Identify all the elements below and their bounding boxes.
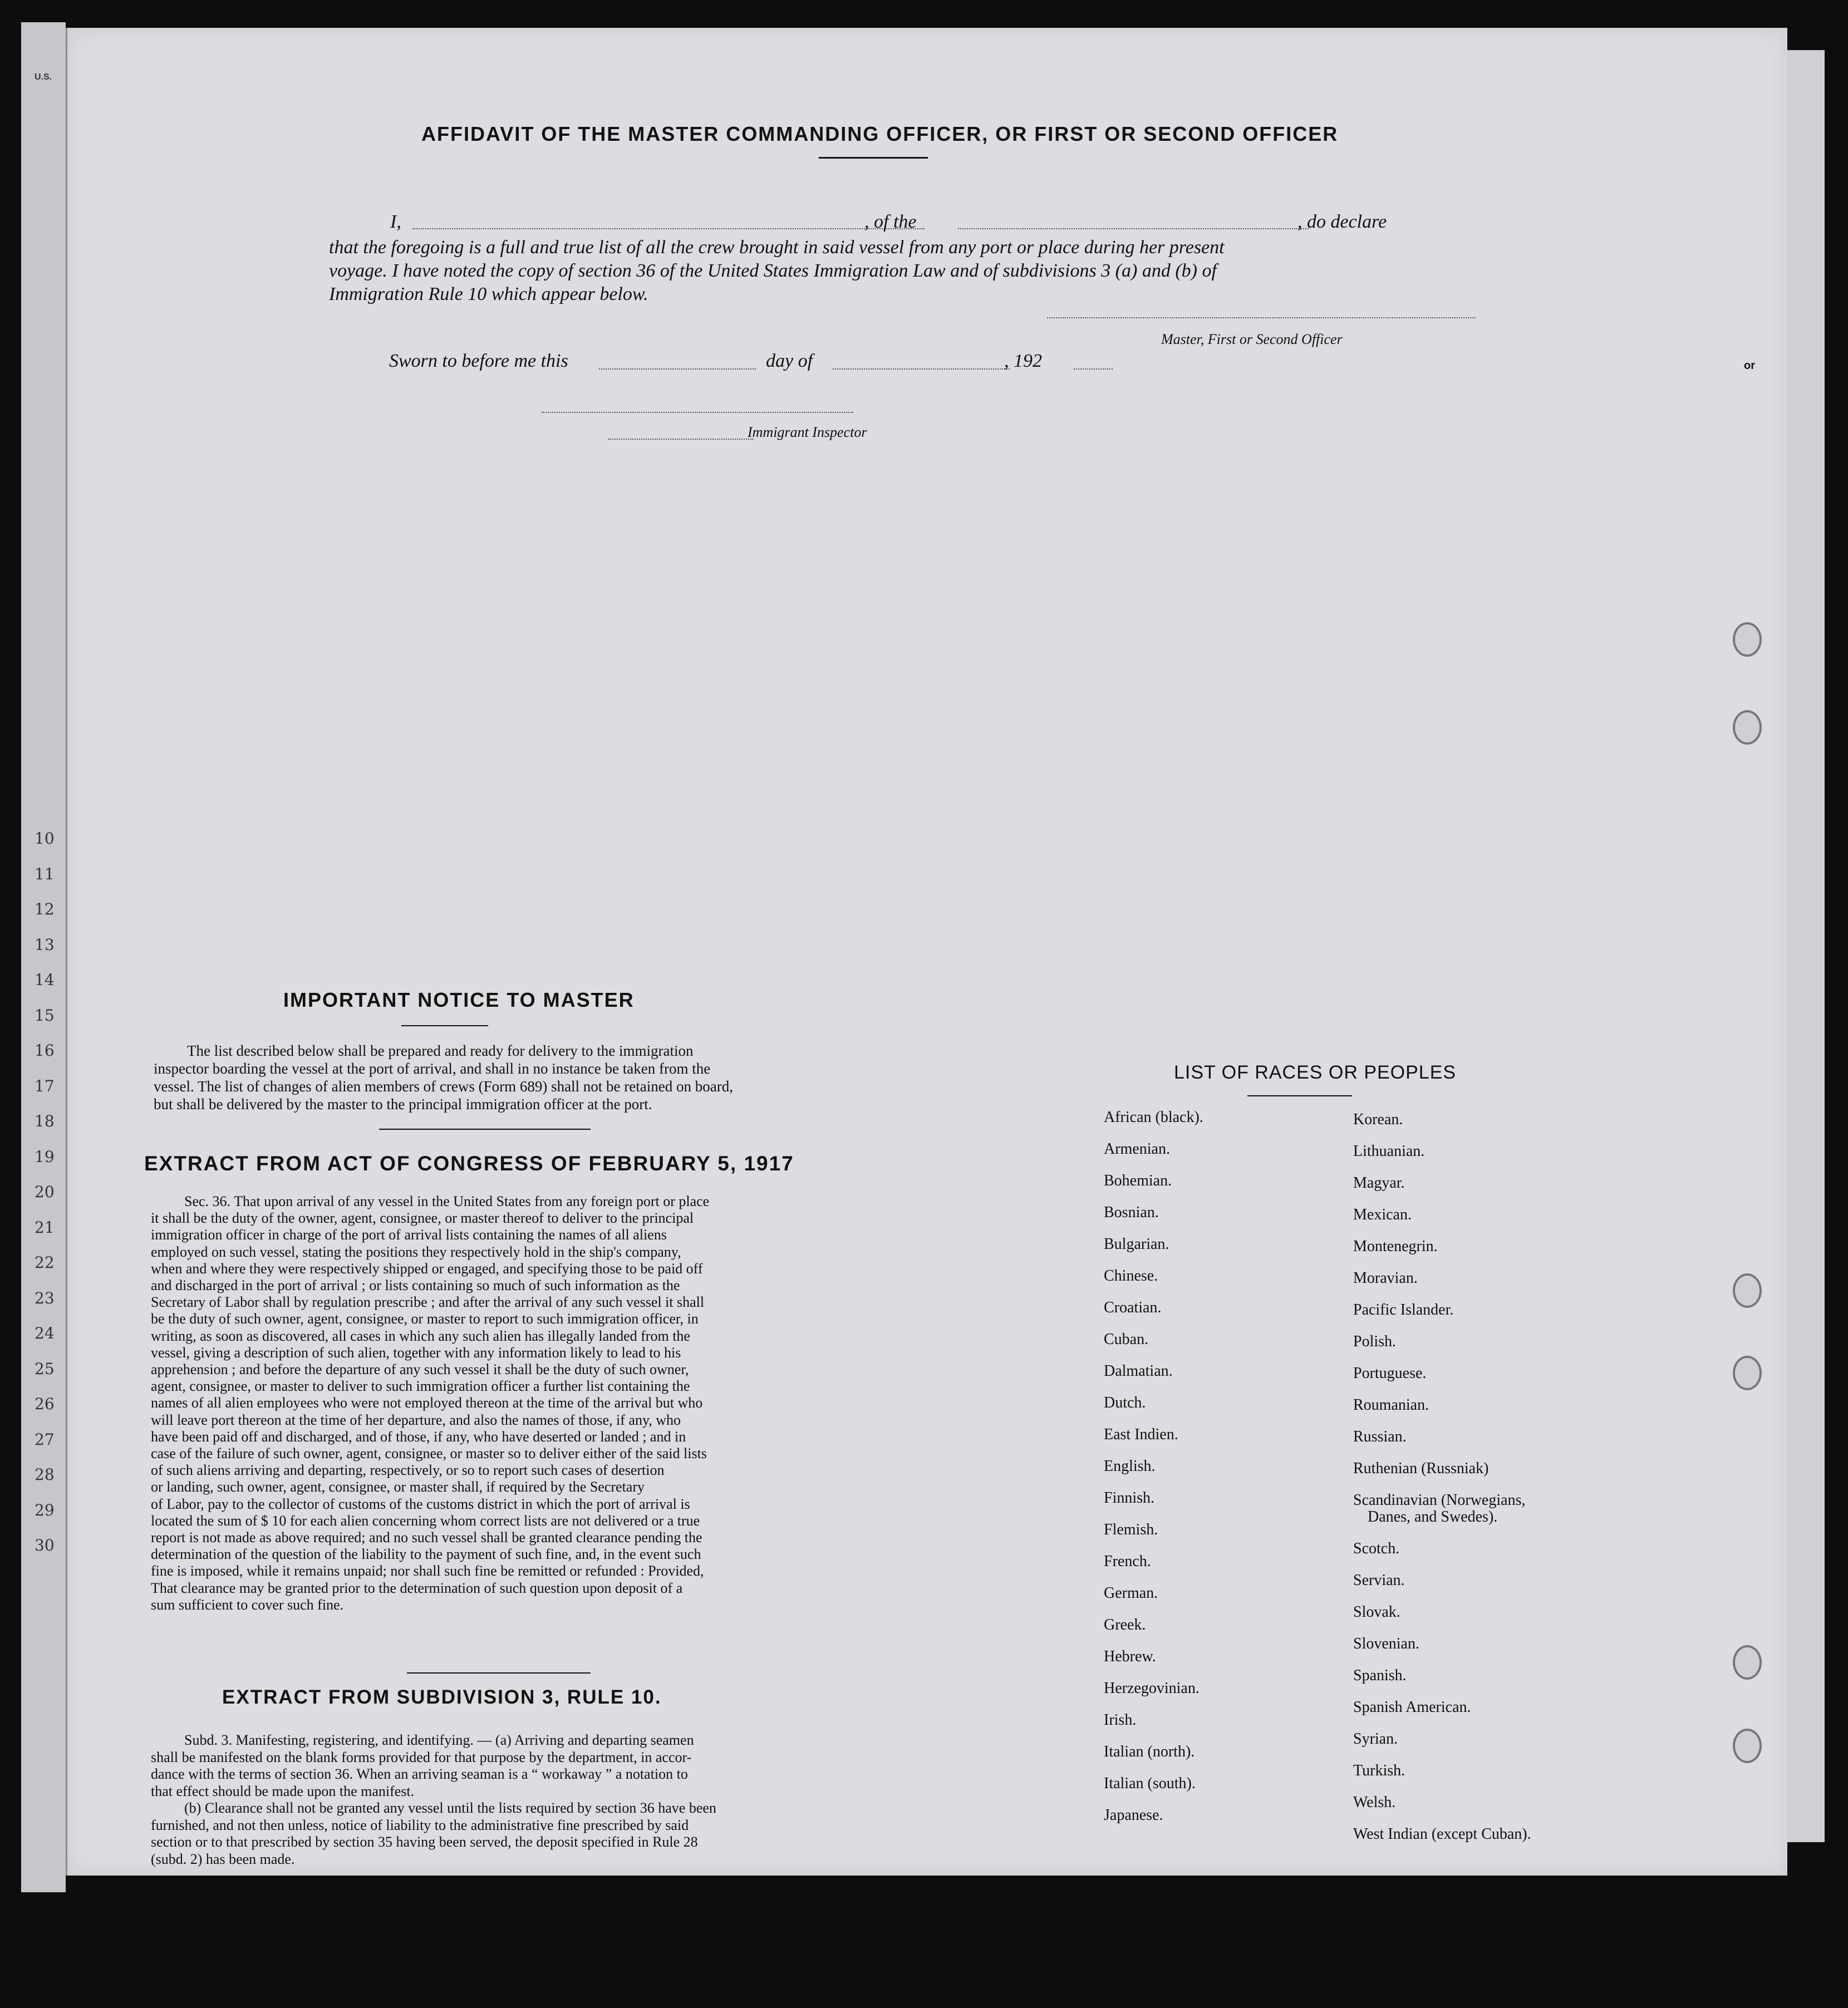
act-line: immigration officer in charge of the port of arrival lists containing the names of all aliens — [151, 1227, 667, 1243]
notice-underline — [401, 1025, 488, 1026]
act-line: be the duty of such owner, agent, consignee, or master to report to such immigration officer, in — [151, 1311, 699, 1327]
act-line: have been paid off and discharged, and of those, if any, who have deserted or landed ; and in — [151, 1428, 686, 1445]
act-line: That clearance may be granted prior to the determination of such question upon deposit of a — [151, 1579, 683, 1596]
punch-hole — [1733, 622, 1762, 657]
race-item: Armenian. — [1104, 1140, 1170, 1158]
act-line: writing, as soon as discovered, all cases in which any such alien has illegally landed from the — [151, 1327, 690, 1344]
race-item: Greek. — [1104, 1616, 1146, 1633]
races-title: LIST OF RACES OR PEOPLES — [1174, 1062, 1457, 1083]
act-line: report is not made as above required; and no such vessel shall be granted clearance pending the — [151, 1529, 702, 1546]
race-item: Croatian. — [1104, 1299, 1162, 1316]
left-row-number: 19 — [35, 1147, 55, 1166]
race-item: Moravian. — [1353, 1269, 1418, 1287]
act-line: agent, consignee, or master to deliver to such immigration officer a further list containing the — [151, 1378, 690, 1395]
affidavit-title: AFFIDAVIT OF THE MASTER COMMANDING OFFICER, OR FIRST OR SECOND OFFICER — [421, 122, 1339, 145]
act-line: or landing, such owner, agent, consignee, or master shall, if required by the Secretary — [151, 1479, 645, 1495]
race-item: Spanish. — [1353, 1667, 1407, 1684]
act-line: Sec. 36. That upon arrival of any vessel in the United States from any foreign port or place — [184, 1193, 710, 1209]
race-item: French. — [1104, 1553, 1151, 1570]
race-item: Turkish. — [1353, 1762, 1405, 1779]
race-item: Japanese. — [1104, 1807, 1163, 1824]
right-margin-mark: or — [1744, 360, 1755, 372]
race-item: Finnish. — [1104, 1489, 1155, 1507]
race-item: Bulgarian. — [1104, 1236, 1169, 1253]
race-item: Bosnian. — [1104, 1204, 1159, 1221]
act-line: apprehension ; and before the departure of any such vessel it shall be the duty of such owner, — [151, 1361, 689, 1378]
left-row-number: 26 — [35, 1395, 55, 1413]
race-item: English. — [1104, 1458, 1156, 1475]
race-item: West Indian (except Cuban). — [1353, 1825, 1531, 1843]
race-item: Magyar. — [1353, 1174, 1405, 1192]
race-item: East Indien. — [1104, 1426, 1178, 1443]
notice-line: but shall be delivered by the master to the principal immigration officer at the port. — [154, 1096, 652, 1113]
race-item: Spanish American. — [1353, 1699, 1471, 1716]
race-item: German. — [1104, 1584, 1158, 1602]
left-row-number: 27 — [35, 1430, 55, 1449]
act-divider — [407, 1672, 591, 1674]
races-underline — [1247, 1095, 1352, 1096]
punch-hole — [1733, 1273, 1762, 1308]
race-item: Cuban. — [1104, 1331, 1149, 1348]
notice-line: inspector boarding the vessel at the port of arrival, and shall in no instance be taken from the — [154, 1060, 711, 1077]
act-line: names of all alien employees who were not employed thereon at the time of the arrival but who — [151, 1395, 703, 1411]
statement-line-2: voyage. I have noted the copy of section 36 of the United States Immigration Law and of subdivisions 3 (a) and (b) of — [329, 260, 1217, 281]
left-row-number: 15 — [35, 1006, 55, 1025]
notice-line: The list described below shall be prepared and ready for delivery to the immigration — [187, 1042, 694, 1059]
race-item: Portuguese. — [1353, 1365, 1427, 1382]
race-item: Syrian. — [1353, 1730, 1398, 1748]
extract-rule-title: EXTRACT FROM SUBDIVISION 3, RULE 10. — [222, 1686, 662, 1708]
left-row-number: 29 — [35, 1500, 55, 1519]
left-row-number: 20 — [35, 1183, 55, 1201]
left-row-number: 22 — [35, 1253, 55, 1272]
left-binding-strip — [21, 22, 66, 1892]
left-row-number: 25 — [35, 1359, 55, 1378]
rule-line: (subd. 2) has been made. — [151, 1850, 295, 1867]
sworn-prefix: Sworn to before me this — [389, 351, 568, 371]
race-item: Pacific Islander. — [1353, 1301, 1454, 1318]
races-right-column — [1353, 1111, 1531, 1857]
act-line: of such aliens arriving and departing, respectively, or so to report such cases of desertion — [151, 1462, 665, 1479]
rule-line: dance with the terms of section 36. When an arriving seaman is a “ workaway ” a notation to — [151, 1766, 688, 1782]
sworn-day-of: day of — [766, 351, 813, 371]
statement-line-3: Immigration Rule 10 which appear below. — [329, 284, 648, 304]
rule-line: (b) Clearance shall not be granted any vessel until the lists required by section 36 have been — [184, 1800, 716, 1816]
left-row-number: 24 — [35, 1324, 55, 1342]
races-left-column — [1104, 1109, 1203, 1838]
act-line: and discharged in the port of arrival ; or lists containing so much of such information as the — [151, 1277, 680, 1294]
race-item: Montenegrin. — [1353, 1238, 1438, 1255]
sworn-month-blank — [833, 368, 1010, 370]
signature-blank — [1047, 317, 1476, 318]
declare-do-declare: , do declare — [1297, 211, 1387, 232]
act-line: of Labor, pay to the collector of customs of the customs district in which the port of arrival is — [151, 1495, 690, 1512]
rule-line: furnished, and not then unless, notice of liability to the administrative fine prescribed by said — [151, 1817, 689, 1833]
act-line: it shall be the duty of the owner, agent, consignee, or master thereof to deliver to the principal — [151, 1210, 694, 1227]
race-item: Korean. — [1353, 1111, 1403, 1128]
inspector-signature-blank — [542, 412, 853, 413]
left-row-number: 23 — [35, 1288, 55, 1307]
race-item: Slovak. — [1353, 1603, 1400, 1621]
race-item: Ruthenian (Russniak) — [1353, 1460, 1489, 1477]
top-left-mark: U.S. — [35, 72, 52, 82]
punch-hole — [1733, 1356, 1762, 1390]
left-row-number: 11 — [35, 864, 55, 883]
notice-line: vessel. The list of changes of alien members of crews (Form 689) shall not be retained on board, — [154, 1078, 733, 1095]
act-line: when and where they were respectively shipped or engaged, and specifying those to be paid off — [151, 1260, 703, 1277]
left-row-number: 16 — [35, 1041, 55, 1060]
race-item: Herzegovinian. — [1104, 1680, 1200, 1697]
race-item: Italian (north). — [1104, 1743, 1195, 1760]
sworn-day-blank — [599, 368, 756, 370]
sworn-year-blank — [1074, 368, 1113, 370]
race-item: African (black). — [1104, 1109, 1203, 1126]
extract-act-title: EXTRACT FROM ACT OF CONGRESS OF FEBRUARY 5, 1917 — [144, 1152, 794, 1175]
inspector-caption: Immigrant Inspector — [748, 424, 867, 440]
race-item-continued: Danes, and Swedes). — [1368, 1508, 1498, 1525]
left-row-number: 18 — [35, 1112, 55, 1130]
left-row-number: 21 — [35, 1218, 55, 1237]
statement-line-1: that the foregoing is a full and true list of all the crew brought in said vessel from any port or place during her present — [329, 237, 1225, 258]
vessel-blank — [958, 228, 1309, 229]
race-item: Italian (south). — [1104, 1775, 1196, 1792]
act-line: employed on such vessel, stating the positions they respectively hold in the ship's company, — [151, 1243, 681, 1260]
race-item: Dutch. — [1104, 1394, 1146, 1411]
punch-hole — [1733, 1645, 1762, 1680]
notice-title: IMPORTANT NOTICE TO MASTER — [283, 988, 635, 1011]
race-item: Bohemian. — [1104, 1172, 1172, 1189]
race-item: Polish. — [1353, 1333, 1397, 1350]
act-line: determination of the question of the liability to the payment of such fine, and, in the event such — [151, 1546, 701, 1563]
rule-line: that effect should be made upon the manifest. — [151, 1783, 415, 1799]
notice-text — [154, 1042, 877, 1113]
act-line: fine is imposed, while it remains unpaid; nor shall such fine be remitted or refunded : Provided, — [151, 1563, 704, 1579]
affidavit-statement — [329, 236, 1476, 306]
left-row-number: 12 — [35, 900, 55, 918]
act-line: vessel, giving a description of such alien, together with any information likely to lead to his — [151, 1344, 681, 1361]
act-line: will leave port thereon at the time of her departure, and also the names of those, if any, who — [151, 1411, 681, 1428]
race-item: Scandinavian (Norwegians, — [1353, 1492, 1526, 1509]
race-item: Flemish. — [1104, 1521, 1158, 1538]
signer-caption: Master, First or Second Officer — [1161, 331, 1343, 347]
punch-hole — [1733, 710, 1762, 745]
extract-rule-text — [151, 1732, 880, 1868]
rule-line: shall be manifested on the blank forms provided for that purpose by the department, in accor- — [151, 1749, 692, 1765]
race-item: Chinese. — [1104, 1267, 1158, 1284]
extract-act-text — [151, 1193, 877, 1613]
act-line: located the sum of $ 10 for each alien concerning whom correct lists are not delivered or a true — [151, 1512, 700, 1529]
race-item: Russian. — [1353, 1428, 1407, 1445]
document-page — [66, 28, 1787, 1876]
race-item: Scotch. — [1353, 1540, 1400, 1557]
act-line: case of the failure of such owner, agent, consignee, or master so to deliver either of the said lists — [151, 1445, 707, 1462]
notice-divider — [379, 1129, 591, 1130]
left-row-number: 13 — [35, 935, 55, 954]
race-item: Lithuanian. — [1353, 1143, 1425, 1160]
rule-line: section or to that prescribed by section 35 having been served, the deposit specified in Rule 28 — [151, 1834, 698, 1850]
race-item: Roumanian. — [1353, 1396, 1429, 1414]
left-row-number: 10 — [35, 829, 55, 848]
inspector-line — [608, 439, 753, 440]
race-item: Mexican. — [1353, 1206, 1412, 1223]
race-item: Hebrew. — [1104, 1648, 1156, 1665]
left-row-number: 17 — [35, 1076, 55, 1095]
race-item: Welsh. — [1353, 1794, 1396, 1811]
title-underline — [819, 157, 928, 159]
name-blank — [412, 228, 925, 229]
race-item: Servian. — [1353, 1572, 1405, 1589]
declare-of-the: , of the — [864, 211, 917, 232]
race-item: Irish. — [1104, 1711, 1137, 1729]
act-line: Secretary of Labor shall by regulation prescribe ; and after the arrival of any such vessel it shall — [151, 1294, 705, 1311]
left-row-number: 14 — [35, 971, 55, 989]
sworn-year: , 192 — [1004, 351, 1042, 371]
act-line: sum sufficient to cover such fine. — [151, 1596, 344, 1613]
left-row-number: 28 — [35, 1465, 55, 1484]
rule-line: Subd. 3. Manifesting, registering, and identifying. — (a) Arriving and departing seamen — [184, 1732, 694, 1748]
underlying-page-edge — [1786, 50, 1825, 1842]
punch-hole — [1733, 1729, 1762, 1763]
left-row-number: 30 — [35, 1536, 55, 1554]
race-item: Slovenian. — [1353, 1635, 1419, 1652]
race-item: Dalmatian. — [1104, 1362, 1173, 1380]
declare-i: I, — [390, 211, 401, 232]
